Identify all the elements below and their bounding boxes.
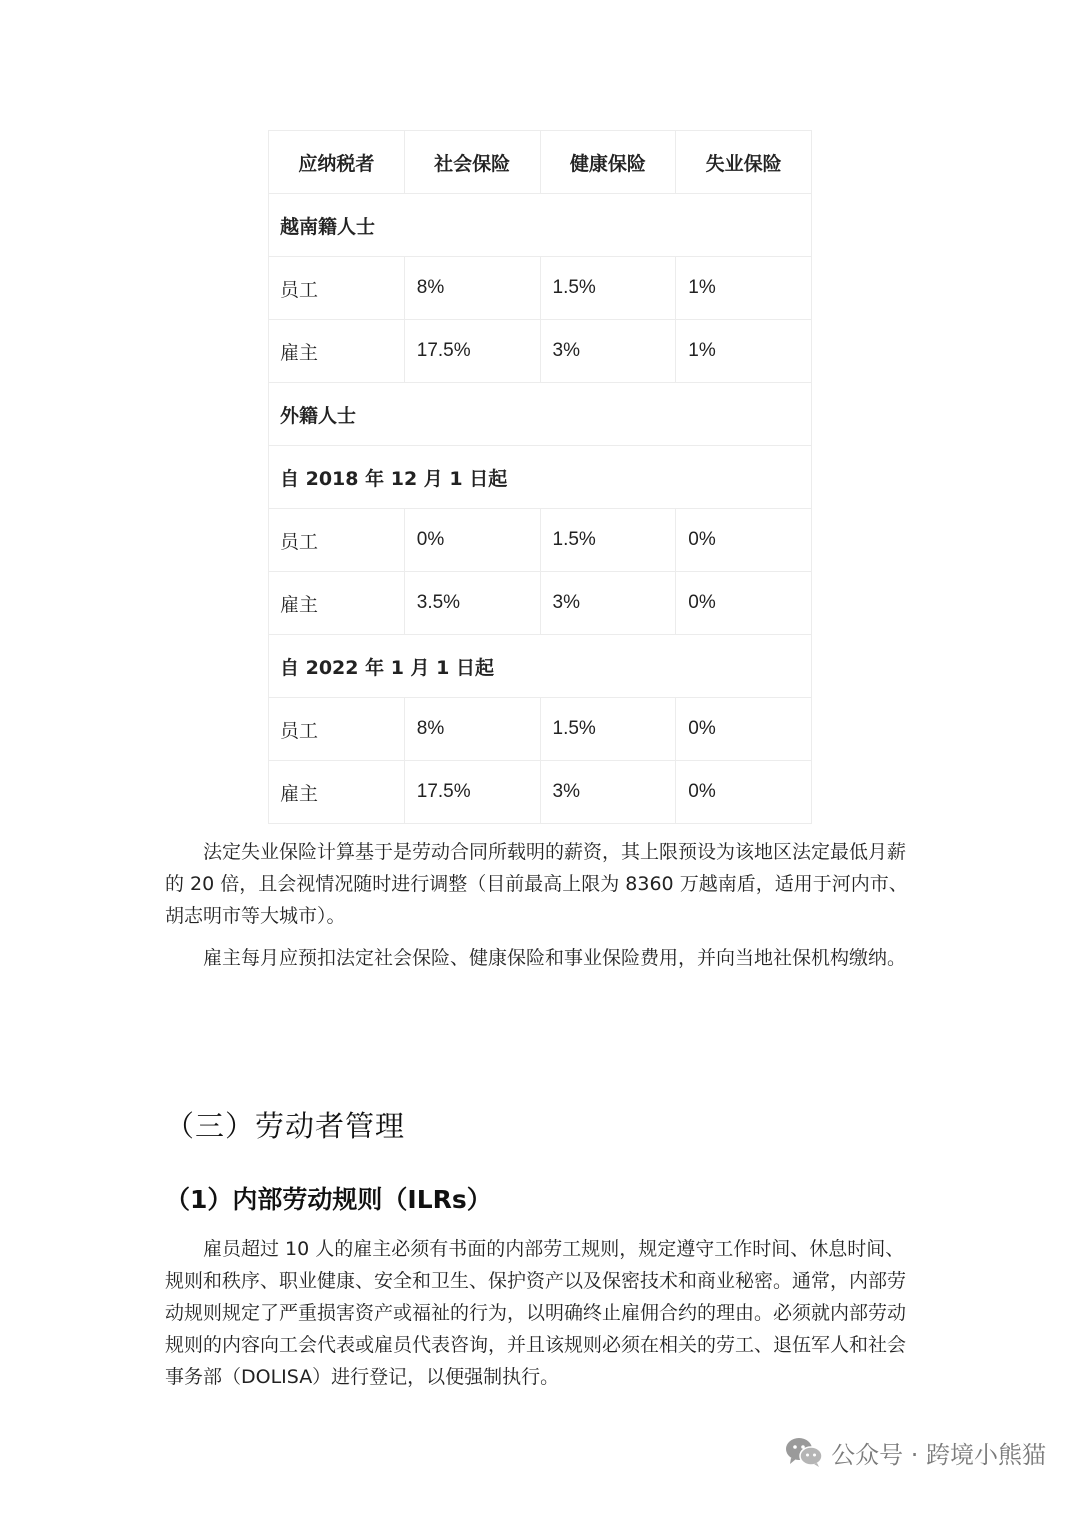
- unemployment-insurance-rate: 0%: [676, 509, 812, 572]
- unemployment-insurance-rate: 0%: [676, 761, 812, 824]
- row-label: 雇主: [269, 572, 405, 635]
- table-header-row: [269, 131, 812, 194]
- social-insurance-rate: 17.5%: [404, 761, 540, 824]
- unemployment-insurance-rate: 1%: [676, 257, 812, 320]
- unemployment-insurance-rate: 1%: [676, 320, 812, 383]
- section-label: 自 2022 年 1 月 1 日起: [269, 635, 812, 698]
- header-taxpayer: 应纳税者: [269, 131, 405, 194]
- section-label: 外籍人士: [269, 383, 812, 446]
- health-insurance-rate: 1.5%: [540, 509, 676, 572]
- header-health-insurance: 健康保险: [540, 131, 676, 194]
- health-insurance-rate: 1.5%: [540, 698, 676, 761]
- paragraph-internal-labor-rules: 雇员超过 10 人的雇主必须有书面的内部劳工规则，规定遵守工作时间、休息时间、规则和秩序、职业健康、安全和卫生、保护资产以及保密技术和商业秘密。通常，内部劳动规则规定了严重损害资产或福祉的行为，以明确终止雇佣合约的理由。必须就内部劳动规则的内容向工会代表或雇员代表咨询，并且该规则必须在相关的劳工、退伍军人和社会事务部（DOLISA）进行登记，以便强制执行。: [165, 1238, 907, 1388]
- header-unemployment-insurance: 失业保险: [676, 131, 812, 194]
- section-label: 越南籍人士: [269, 194, 812, 257]
- row-label: 雇主: [269, 761, 405, 824]
- section-heading: （三）劳动者管理: [165, 1109, 406, 1143]
- insurance-rate-table-container: [268, 130, 812, 824]
- watermark-text: 公众号 · 跨境小熊猫: [831, 1440, 1046, 1469]
- row-label: 员工: [269, 509, 405, 572]
- unemployment-insurance-rate: 0%: [676, 698, 812, 761]
- table-row: [269, 320, 812, 383]
- social-insurance-rate: 8%: [404, 257, 540, 320]
- section-row: [269, 446, 812, 509]
- wechat-icon: [785, 1436, 823, 1468]
- table-row: [269, 761, 812, 824]
- subsection-heading: （1）内部劳动规则（ILRs）: [165, 1185, 492, 1214]
- social-insurance-rate: 8%: [404, 698, 540, 761]
- section-row: [269, 194, 812, 257]
- watermark: [785, 1432, 1046, 1472]
- social-insurance-rate: 3.5%: [404, 572, 540, 635]
- table-row: [269, 257, 812, 320]
- section-row: [269, 383, 812, 446]
- table-row: [269, 509, 812, 572]
- paragraph-employer-withholding: 雇主每月应预扣法定社会保险、健康保险和事业保险费用，并向当地社保机构缴纳。: [203, 947, 907, 969]
- header-social-insurance: 社会保险: [404, 131, 540, 194]
- table-row: [269, 572, 812, 635]
- table-row: [269, 698, 812, 761]
- health-insurance-rate: 3%: [540, 761, 676, 824]
- health-insurance-rate: 3%: [540, 320, 676, 383]
- row-label: 雇主: [269, 320, 405, 383]
- social-insurance-rate: 17.5%: [404, 320, 540, 383]
- row-label: 员工: [269, 698, 405, 761]
- social-insurance-rate: 0%: [404, 509, 540, 572]
- unemployment-insurance-rate: 0%: [676, 572, 812, 635]
- health-insurance-rate: 1.5%: [540, 257, 676, 320]
- insurance-rate-table: [268, 130, 812, 824]
- paragraph-unemployment-insurance-cap: 法定失业保险计算基于是劳动合同所载明的薪资，其上限预设为该地区法定最低月薪的 20 倍，且会视情况随时进行调整（目前最高上限为 8360 万越南盾，适用于河内市、胡志明市等大城市）。: [165, 841, 908, 927]
- section-label: 自 2018 年 12 月 1 日起: [269, 446, 812, 509]
- health-insurance-rate: 3%: [540, 572, 676, 635]
- section-row: [269, 635, 812, 698]
- row-label: 员工: [269, 257, 405, 320]
